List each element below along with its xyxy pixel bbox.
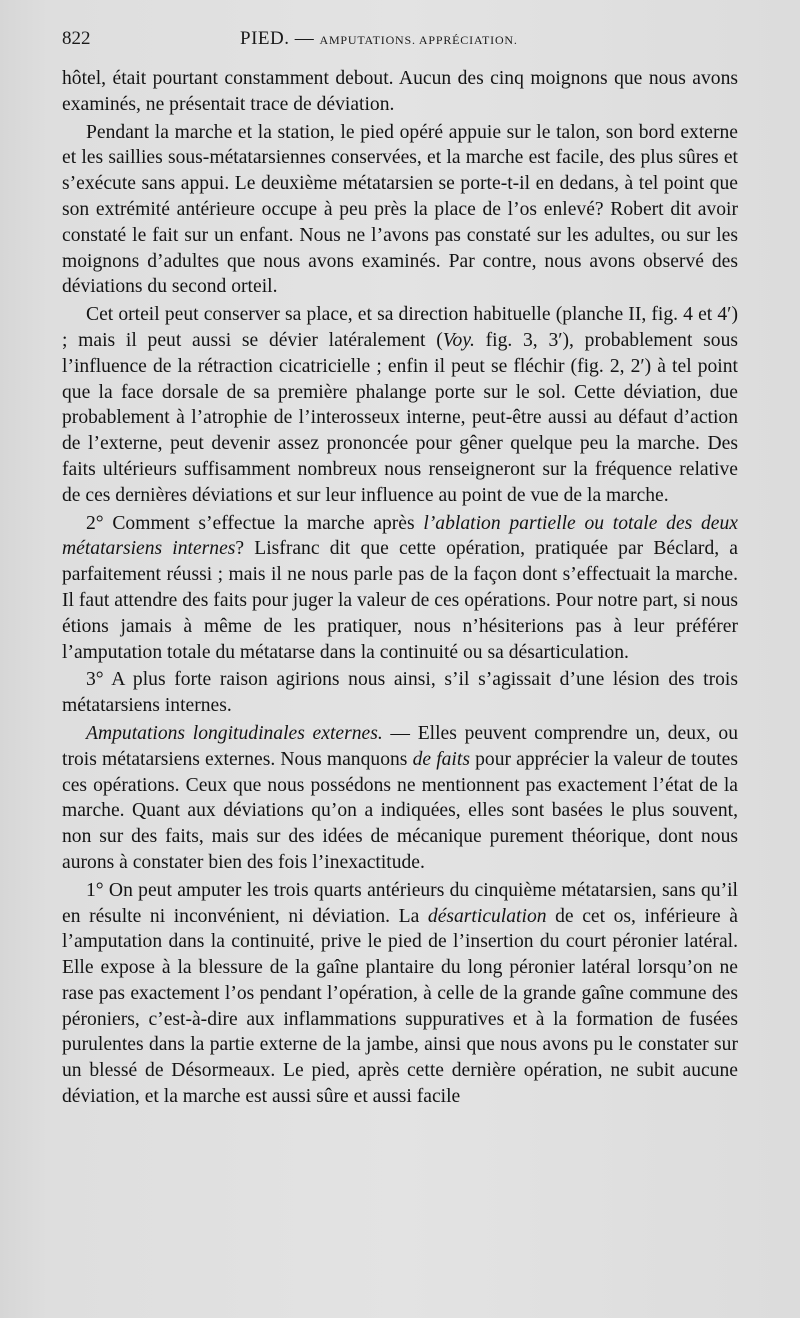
running-title-dash: — <box>294 28 315 49</box>
text-run: fig. 3, 3′), probablement sous l’influence de la rétraction cicatricielle ; enfin il peut se fléchir (fig. 2, 2′) à tel point que la face dorsale de sa première phalange porte sur le sol. Cette déviation, due probablement à l’atrophie de l’interosseux interne, peut-être aussi au défaut d’action de l’externe, peut devenir assez prononcée pour gêner quelque peu la marche. Des faits ultérieurs suffisamment nombreux nous renseigneront sur la fréquence relative de ces dernières déviations et sur leur influence au point de vue de la marche. <box>62 329 738 506</box>
running-title <box>240 28 518 50</box>
text-run: 2° Comment s’effectue la marche après <box>86 512 424 534</box>
italic-run: désarticulation <box>427 905 547 927</box>
text-run: 1° On peut amputer les trois quarts antérieurs du cinquième métatarsien, sans qu’il en résulte ni inconvénient, ni déviation. La <box>62 879 738 927</box>
body-text <box>62 66 738 1110</box>
text-run: pour apprécier la valeur de toutes ces opérations. Ceux que nous possédons ne mentionnent pas exactement l’état de la marche. Quant aux déviations qu’on a indiquées, elles sont basées le plus souvent, non sur des faits, mais sur des idées de mécanique purement théorique, dont nous aurons à constater bien des fois l’inexactitude. <box>62 748 738 873</box>
italic-run: Voy. <box>442 329 475 351</box>
italic-run: l’ablation partielle ou totale des deux métatarsiens internes <box>62 512 738 560</box>
italic-run: de faits <box>412 748 470 770</box>
running-title-subtitle: AMPUTATIONS. APPRÉCIATION. <box>319 33 518 47</box>
paragraph-7 <box>62 878 738 1110</box>
paragraph-2 <box>62 120 738 301</box>
paragraph-3 <box>62 302 738 508</box>
page-number: 822 <box>62 28 91 49</box>
text-run: ? Lisfranc dit que cette opération, pratiquée par Béclard, a parfaitement réussi ; mais il ne nous parle pas de la façon dont s’effectuait la marche. Il faut attendre des faits pour juger la valeur de ces opérations. Pour notre part, si nous étions jamais à même de les pratiquer, nous n’hésiterions pas à leur préférer l’amputation totale du métatarse dans la continuité ou sa désarticulation. <box>62 538 738 663</box>
text-run: hôtel, était pourtant constamment debout. Aucun des cinq moignons que nous avons examinés, ne présentait trace de déviation. <box>62 68 738 115</box>
text-run: 3° A plus forte raison agirions nous ainsi, s’il s’agissait d’une lésion des trois métatarsiens internes. <box>62 669 738 717</box>
text-run: de cet os, inférieure à l’amputation dans la continuité, prive le pied de l’insertion du court péronier latéral. Elle expose à la blessure de la gaîne plantaire du long péronier latéral lorsqu’on ne rase pas exactement l’os pendant l’opération, à celle de la grande gaîne commune des péroniers, c’est-à-dire aux inflammations suppuratives et à la formation de fusées purulentes dans la partie externe de la jambe, ainsi que nous avons pu le constater sur un blessé de Désormeaux. Le pied, après cette dernière opération, ne subit aucune déviation, et la marche est aussi sûre et aussi facile <box>62 905 738 1108</box>
paragraph-6 <box>62 721 738 876</box>
paragraph-4 <box>62 511 738 666</box>
running-header <box>62 28 738 58</box>
text-run: Cet orteil peut conserver sa place, et sa direction habituelle (planche II, fig. 4 et 4′) ; mais il peut aussi se dévier latéralement ( <box>62 304 738 351</box>
text-run: — Elles peuvent comprendre un, deux, ou trois métatarsiens externes. Nous manquons <box>62 722 738 770</box>
text-run: Pendant la marche et la station, le pied opéré appuie sur le talon, son bord externe et les saillies sous-métatarsiennes conservées, et la marche est facile, des plus sûres et s’exécute sans appui. Le deuxième métatarsien se porte-t-il en dedans, à tel point que son extrémité antérieure occupe à peu près la place de l’os enlevé? Robert dit avoir constaté le fait sur un enfant. Nous ne l’avons pas constaté sur les adultes, ou sur les moignons d’adultes que nous avons examinés. Par contre, nous avons observé des déviations du second orteil. <box>62 121 738 298</box>
paragraph-1 <box>62 66 738 118</box>
section-heading-italic: Amputations longitudinales externes. <box>86 722 383 744</box>
running-title-main: PIED. <box>240 28 290 49</box>
paragraph-5 <box>62 667 738 719</box>
